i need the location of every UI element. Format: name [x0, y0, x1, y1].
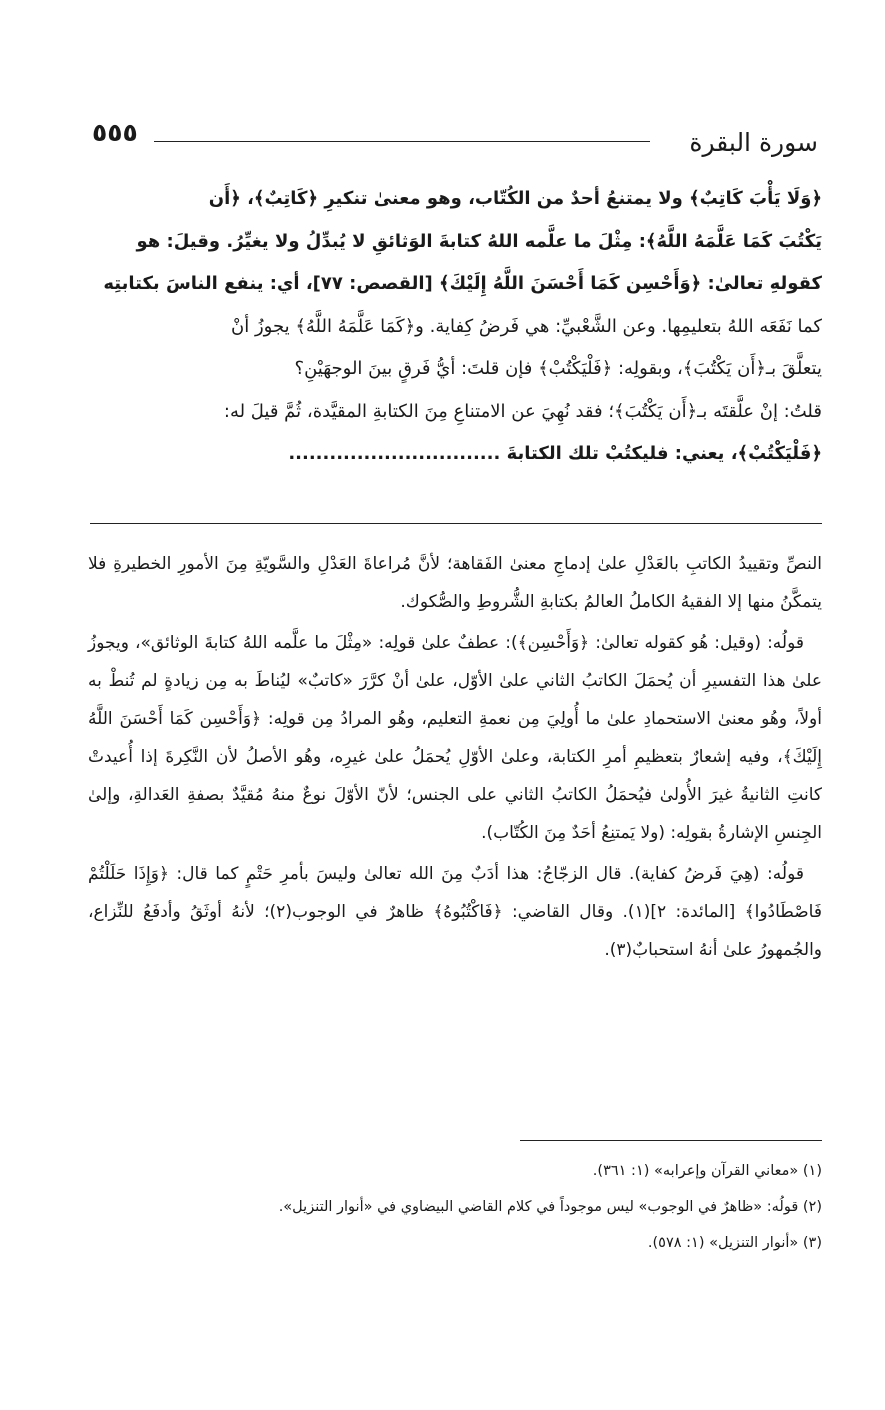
commentary-paragraph: قولُه: (هِيَ فَرضُ كفاية). قال الزجّاجُ: هذا أدَبٌ مِنَ الله تعالىٰ وليسَ بأمرِ حَتْمٍ كما قال: ﴿وَإِذَا حَلَلْتُمْ فَاصْطَادُوا﴾ [المائدة: ٢](١). وقال القاضي: ﴿فَاكْتُبُوهُ﴾ ظاهرٌ في الوجوب(٢)؛ لأنهُ أوثَقُ وأدفَعُ للنِّزاع، والجُمهورُ علىٰ أنهُ استحبابٌ(٣). [88, 864, 822, 960]
main-line: كقولهِ تعالىٰ: ﴿وَأَحْسِن كَمَا أَحْسَنَ اللَّهُ إِلَيْكَ﴾ [القصص: ٧٧]، أي: ينفع الناسَ بكتابتِه [103, 273, 822, 294]
page-number: ٥٥٥ [92, 118, 138, 147]
footnote: (٢) قولُه: «ظاهرٌ في الوجوب» ليس موجوداً في كلام القاضي البيضاوي في «أنوار التنزيل». [278, 1199, 822, 1215]
footnote: (١) «معاني القرآن وإعرابه» (١: ٣٦١). [592, 1163, 822, 1179]
header-rule [154, 141, 650, 142]
commentary-paragraph: قولُه: (وقيل: هُو كقوله تعالىٰ: ﴿وَأَحْسِن﴾): عطفٌ علىٰ قولِه: «مِثْلَ ما علَّمه اللهُ كتابةَ الوثائق»، ويجوزُ علىٰ هذا التفسيرِ أن يُحمَلَ الكاتبُ الثاني علىٰ الأوّل، علىٰ أنْ كرَّرَ «كاتبٌ» ليُناطَ به مِن زيادةٍ لم تُنطْ به أولاً، وهُو معنىٰ الاستحمادِ علىٰ ما أُولِيَ مِن نعمةِ التعليم، وهُو المرادُ مِن قولِه: ﴿وَأَحْسِن كَمَا أَحْسَنَ اللَّهُ إِلَيْكَ﴾، وفيه إشعارٌ بتعظيمِ أمرِ الكتابة، وعلىٰ الأوّلِ يُحمَلُ علىٰ غيرِه، وهُو الأصلُ لأن النَّكِرةَ إذا أُعيدتْ كانتِ الثانيةُ غيرَ الأُولىٰ فيُحمَلُ الكاتبُ الثاني على الجنس؛ لأنّ الأوّلَ نوعٌ منهُ مُقيَّدٌ بصفةِ العَدالةِ، وإلىٰ الجِنسِ الإشارةُ بقولِه: (ولا يَمتنِعُ أحَدٌ مِنَ الكُتّاب). [88, 633, 822, 843]
commentary-paragraph: النصِّ وتقييدُ الكاتبِ بالعَدْلِ علىٰ إدماجِ معنىٰ الفَقاهة؛ لأنَّ مُراعاةَ العَدْلِ والسَّويّةِ مِنَ الأمورِ الخطيرةِ فلا يتمكَّنُ منها إلا الفقيهُ الكاملُ العالمُ بكتابةِ الشُّروطِ والصُّكوك. [88, 554, 822, 612]
page-header [92, 118, 820, 162]
main-line: ﴿وَلَا يَأْبَ كَاتِبٌ﴾ ولا يمتنعُ أحدٌ من الكُتّاب، وهو معنىٰ تنكيرِ ﴿كَاتِبٌ﴾، ﴿أَن [208, 188, 822, 209]
main-line: ﴿فَلْيَكْتُبْ﴾، يعني: فليكتُبْ تلك الكتابةَ ............................... [288, 443, 822, 464]
main-text [88, 178, 822, 476]
main-line: كما نَفَعَه اللهُ بتعليمِها. وعن الشَّعْبيِّ: هي فَرضُ كِفاية. و﴿كَمَا عَلَّمَهُ اللَّهُ﴾ يجوزُ أنْ [231, 315, 822, 337]
main-line: يتعلَّقَ بـ﴿أَن يَكْتُبَ﴾، وبقولِه: ﴿فَلْيَكْتُبْ﴾ فإن قلتَ: أيُّ فَرقٍ بينَ الوجهَيْنِ؟ [294, 358, 822, 379]
main-line: قلتُ: إنْ علَّقتَه بـ﴿أَن يَكْتُبَ﴾؛ فقد نُهِيَ عن الامتناعِ مِنَ الكتابةِ المقيَّدة، ثُمَّ قيلَ له: [223, 400, 822, 422]
main-line: يَكْتُبَ كَمَا عَلَّمَهُ اللَّهُ﴾: مِثْلَ ما علَّمه اللهُ كتابةَ الوَثائقِ لا يُبدِّلُ ولا يغيِّرُ. وقيلَ: هو [136, 230, 822, 252]
footnote-divider [520, 1140, 822, 1141]
commentary [88, 545, 822, 969]
section-divider [90, 523, 822, 524]
footnote: (٣) «أنوار التنزيل» (١: ٥٧٨). [647, 1235, 822, 1251]
footnotes [88, 1160, 822, 1268]
surah-title: سورة البقرة [689, 128, 818, 157]
